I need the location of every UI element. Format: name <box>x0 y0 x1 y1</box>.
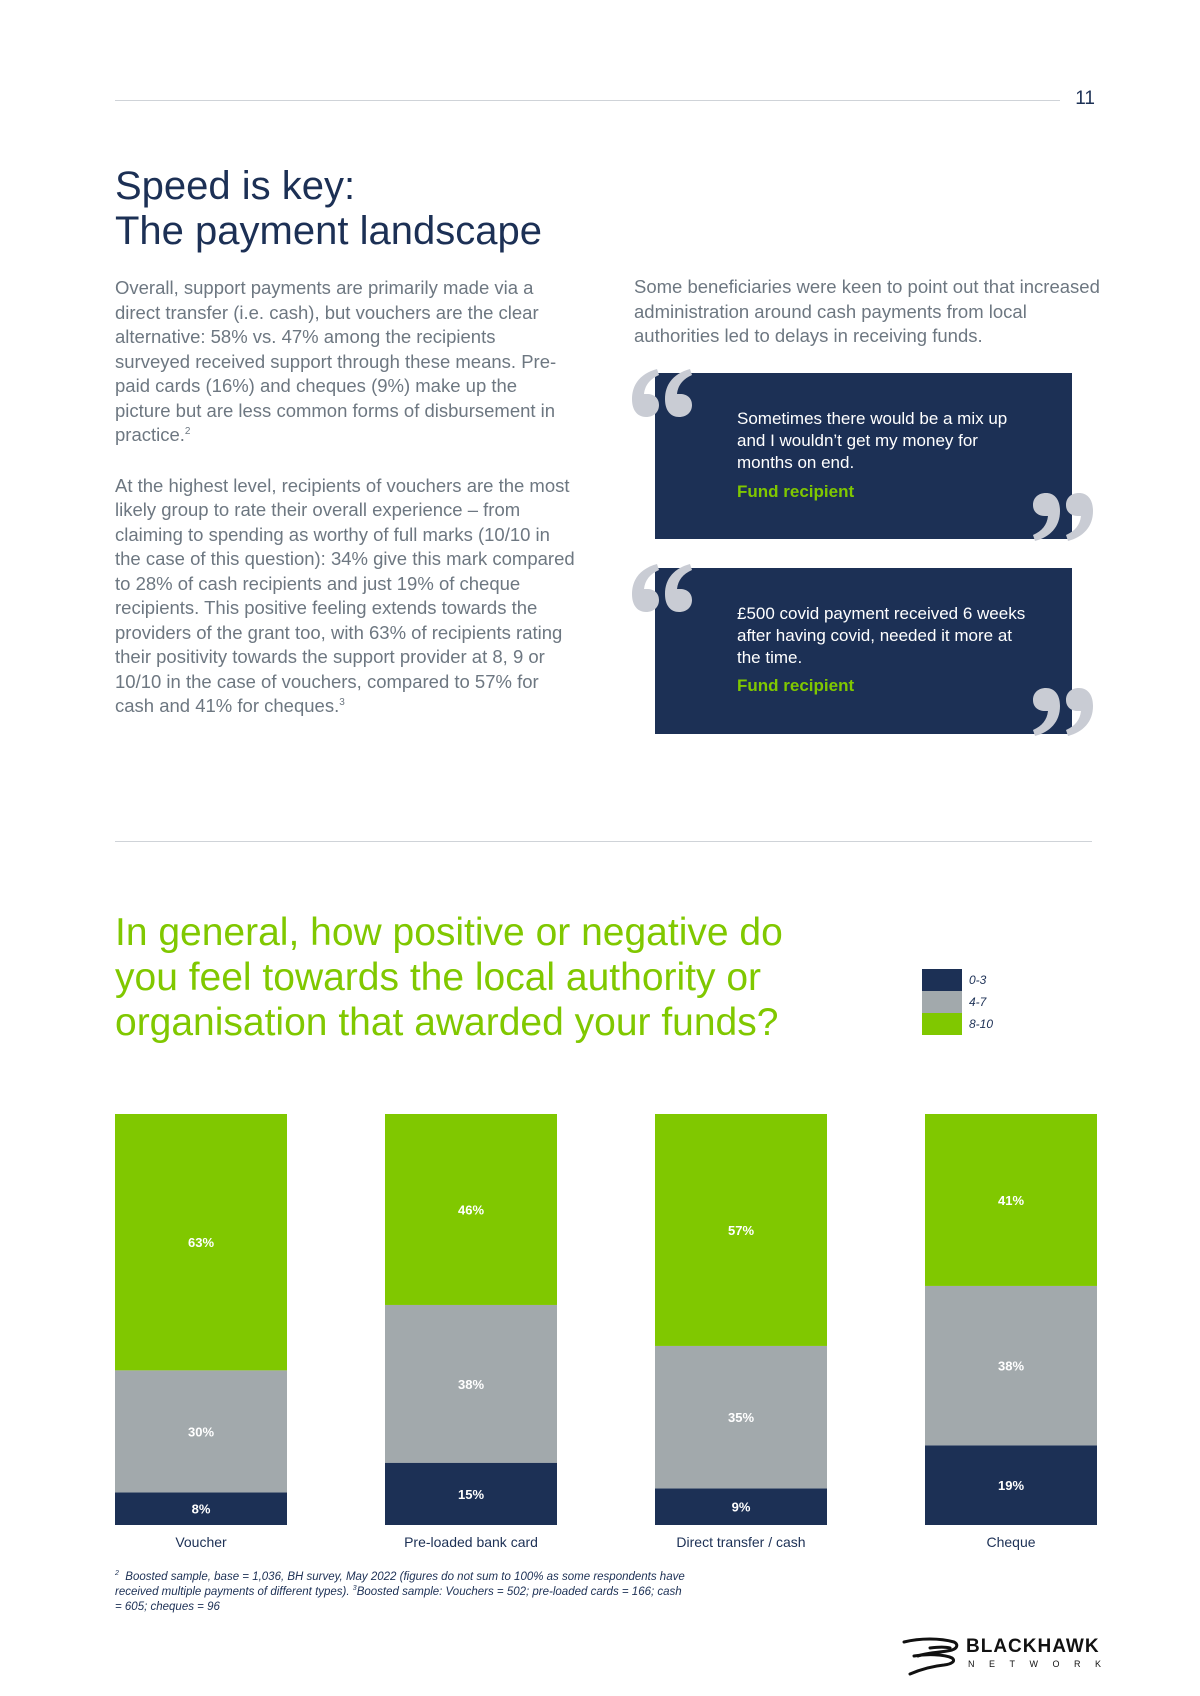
logo-wordmark: BLACKHAWK <box>966 1636 1100 1657</box>
legend-label: 4-7 <box>969 995 987 1009</box>
data-label: 38% <box>457 1376 485 1392</box>
footnote <box>115 1570 685 1615</box>
legend-label: 0-3 <box>969 973 987 987</box>
legend-label: 8-10 <box>969 1017 994 1031</box>
data-label: 38% <box>997 1358 1025 1374</box>
data-label: 8% <box>191 1501 211 1517</box>
category-label: Voucher <box>175 1534 227 1550</box>
body-paragraph-2-text: At the highest level, recipients of vouchers are the most likely group to rate their overall experience – from claiming to spending as worthy of full marks (10/10 in the case of this question): 34% give this mark compared to 28% of cash recipients and just 19% of cheque recipients. This positive feeling extends towards the providers of the grant too, with 63% of recipients rating their positivity towards the support provider at 8, 9 or 10/10 in the case of vouchers, compared to 57% for cash and 41% for cheques. <box>115 474 575 716</box>
quote-text: £500 covid payment received 6 weeks after having covid, needed it more at the time. <box>737 604 1026 667</box>
close-quote-icon <box>1033 491 1095 543</box>
page-number: 11 <box>1075 88 1095 109</box>
header-divider <box>115 100 1060 101</box>
quote-attribution: Fund recipient <box>737 482 855 501</box>
data-label: 9% <box>731 1499 751 1515</box>
footnote-marker-2: 2 <box>115 1570 119 1578</box>
footnote-ref-2: 2 <box>184 425 191 437</box>
category-label: Cheque <box>986 1534 1036 1550</box>
data-label: 41% <box>997 1192 1025 1208</box>
quote-card <box>655 568 1072 734</box>
open-quote-icon <box>630 367 692 419</box>
category-label: Pre-loaded bank card <box>404 1534 538 1550</box>
hawk-icon <box>900 1632 964 1676</box>
close-quote-icon <box>1033 686 1095 738</box>
logo-subtitle: NETWORK <box>968 1659 1116 1669</box>
footnote-text-2: Boosted sample, base = 1,036, BH survey, May 2022 (figures do not sum to 100% as some respondents have received multiple payments of different types). <box>115 1571 685 1598</box>
left-column <box>115 276 575 745</box>
chart-title: In general, how positive or negative do you feel towards the local authority or organisation that awarded your funds? <box>115 911 783 1044</box>
section-divider <box>115 841 1092 842</box>
data-label: 35% <box>727 1410 755 1426</box>
footnote-marker-3: 3 <box>352 1585 357 1593</box>
body-paragraph-1 <box>115 276 575 448</box>
legend-swatch <box>922 991 962 1013</box>
footnote-text-3: Boosted sample: Vouchers = 502; pre-loaded cards = 166; cash = 605; cheques = 96 <box>115 1586 682 1613</box>
data-label: 57% <box>727 1222 755 1238</box>
blackhawk-logo <box>900 1632 1116 1676</box>
data-label: 19% <box>997 1478 1025 1494</box>
quote-attribution: Fund recipient <box>737 676 855 695</box>
page-title <box>115 164 715 254</box>
footnote-ref-3: 3 <box>339 696 345 708</box>
legend-swatch <box>922 969 962 991</box>
body-paragraph-2 <box>115 474 575 719</box>
data-label: 15% <box>457 1486 485 1502</box>
page-title-line-1: Speed is key: <box>115 164 356 208</box>
right-column-intro: Some beneficiaries were keen to point out that increased administration around cash payments from local authorities led to delays in receiving funds. <box>634 276 1100 346</box>
legend-swatch <box>922 1013 962 1035</box>
open-quote-icon <box>630 562 692 614</box>
data-label: 63% <box>187 1235 215 1251</box>
body-paragraph-1-text: Overall, support payments are primarily made via a direct transfer (i.e. cash), but vouchers are the clear alternative: 58% vs. 47% among the recipients surveyed received support through these means. Pre-paid cards (16%) and cheques (9%) make up the picture but are less common forms of disbursement in practice. <box>115 277 557 445</box>
data-label: 30% <box>187 1424 215 1440</box>
quote-text: Sometimes there would be a mix up and I wouldn’t get my money for months on end. <box>737 409 1008 472</box>
page-title-line-2: The payment landscape <box>115 209 542 253</box>
category-label: Direct transfer / cash <box>676 1534 806 1550</box>
data-label: 46% <box>457 1202 485 1218</box>
quote-card <box>655 373 1072 539</box>
